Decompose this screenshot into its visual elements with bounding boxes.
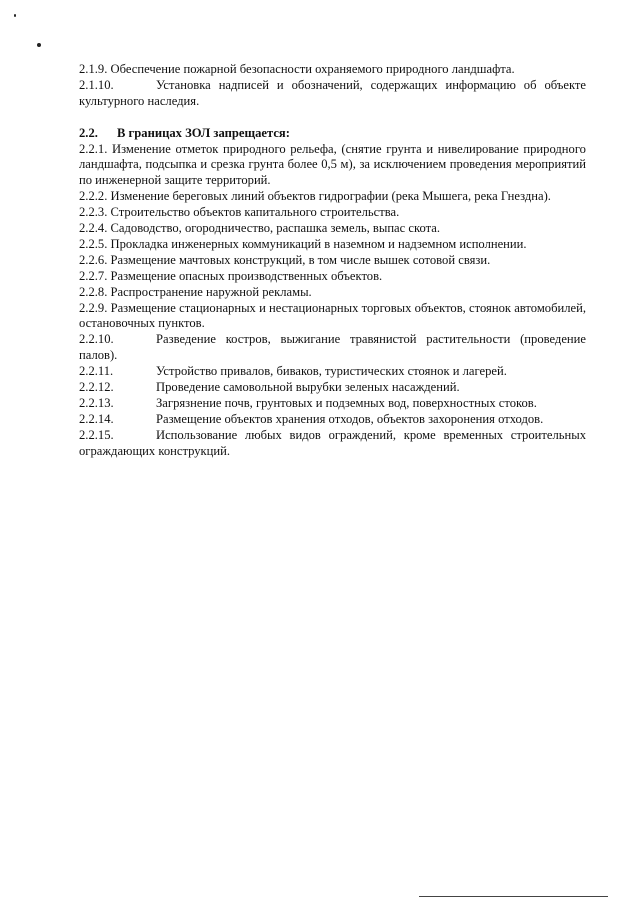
clause-text: Размещение объектов хранения отходов, объектов захоронения отходов. bbox=[156, 411, 544, 426]
clause-2-2-4 bbox=[79, 221, 586, 237]
clause-number: 2.2.7. bbox=[79, 268, 108, 283]
clause-number: 2.2.3. bbox=[79, 205, 108, 220]
clause-2-2-2 bbox=[79, 189, 586, 205]
clause-2-2-11 bbox=[79, 364, 586, 380]
clause-2-2-13 bbox=[79, 396, 586, 412]
clause-number: 2.2.13. bbox=[79, 396, 114, 411]
scan-speck bbox=[14, 14, 16, 17]
clause-2-2-7 bbox=[79, 269, 586, 285]
clause-number: 2.2.8. bbox=[79, 284, 108, 299]
bottom-rule-line bbox=[419, 896, 608, 897]
clause-text: Загрязнение почв, грунтовых и подземных вод, поверхностных стоков. bbox=[156, 396, 537, 411]
clause-text: Устройство привалов, биваков, туристических стоянок и лагерей. bbox=[156, 364, 507, 379]
clause-text: Размещение мачтовых конструкций, в том числе вышек сотовой связи. bbox=[110, 252, 491, 267]
clause-2-2-1 bbox=[79, 142, 586, 190]
clause-text: Распространение наружной рекламы. bbox=[110, 284, 312, 299]
clause-number: 2.2.5. bbox=[79, 236, 108, 251]
clause-text: Размещение опасных производственных объектов. bbox=[110, 268, 383, 283]
clause-number: 2.2.4. bbox=[79, 221, 108, 236]
section-heading bbox=[79, 126, 586, 142]
clause-text: Изменение отметок природного рельефа, (снятие грунта и нивелирование природного ландшафта, подсыпка и срезка грунта более 0,5 м), за исключением проведения мероприятий по инженерной защите территорий. bbox=[79, 141, 586, 188]
section-number: 2.2. bbox=[79, 125, 98, 140]
document-body bbox=[79, 62, 586, 460]
scan-speck bbox=[37, 43, 41, 47]
clause-number: 2.2.1. bbox=[79, 141, 108, 156]
clause-text: Обеспечение пожарной безопасности охраняемого природного ландшафта. bbox=[110, 62, 515, 76]
clause-text: Садоводство, огородничество, распашка земель, выпас скота. bbox=[110, 221, 440, 236]
clause-number: 2.2.11. bbox=[79, 364, 114, 379]
section-title: В границах ЗОЛ запрещается: bbox=[117, 125, 290, 140]
clause-text: Размещение стационарных и нестационарных торговых объектов, стоянок автомобилей, остановочных пунктов. bbox=[79, 300, 586, 331]
paragraph-gap bbox=[79, 110, 586, 126]
clause-text: Разведение костров, выжигание травянистой растительности (проведение палов). bbox=[79, 332, 586, 363]
clause-2-2-8 bbox=[79, 285, 586, 301]
clause-number: 2.2.9. bbox=[79, 300, 108, 315]
clause-text: Строительство объектов капитального строительства. bbox=[110, 205, 400, 220]
clause-number: 2.2.2. bbox=[79, 189, 108, 204]
clause-2-1-9 bbox=[79, 62, 586, 78]
clause-number: 2.2.10. bbox=[79, 332, 114, 347]
clause-number: 2.2.15. bbox=[79, 427, 114, 442]
clause-number: 2.1.10. bbox=[79, 77, 114, 92]
clause-2-2-6 bbox=[79, 253, 586, 269]
clause-number: 2.2.12. bbox=[79, 380, 114, 395]
clause-text: Использование любых видов ограждений, кроме временных строительных ограждающих конструкций. bbox=[79, 427, 586, 458]
clause-2-2-15 bbox=[79, 428, 586, 460]
clause-text: Изменение береговых линий объектов гидрографии (река Мышега, река Гнездна). bbox=[110, 189, 551, 204]
clause-text: Прокладка инженерных коммуникаций в наземном и надземном исполнении. bbox=[110, 236, 527, 251]
clause-number: 2.2.6. bbox=[79, 252, 108, 267]
clause-text: Проведение самовольной вырубки зеленых насаждений. bbox=[156, 380, 460, 395]
clause-text: Установка надписей и обозначений, содержащих информацию об объекте культурного наследия. bbox=[79, 77, 586, 108]
clause-2-2-10 bbox=[79, 332, 586, 364]
clause-2-2-12 bbox=[79, 380, 586, 396]
clause-2-2-14 bbox=[79, 412, 586, 428]
clause-2-2-5 bbox=[79, 237, 586, 253]
clause-number: 2.2.14. bbox=[79, 411, 114, 426]
clause-2-2-9 bbox=[79, 301, 586, 333]
clause-2-2-3 bbox=[79, 205, 586, 221]
clause-2-1-10 bbox=[79, 78, 586, 110]
clause-number: 2.1.9. bbox=[79, 62, 108, 76]
